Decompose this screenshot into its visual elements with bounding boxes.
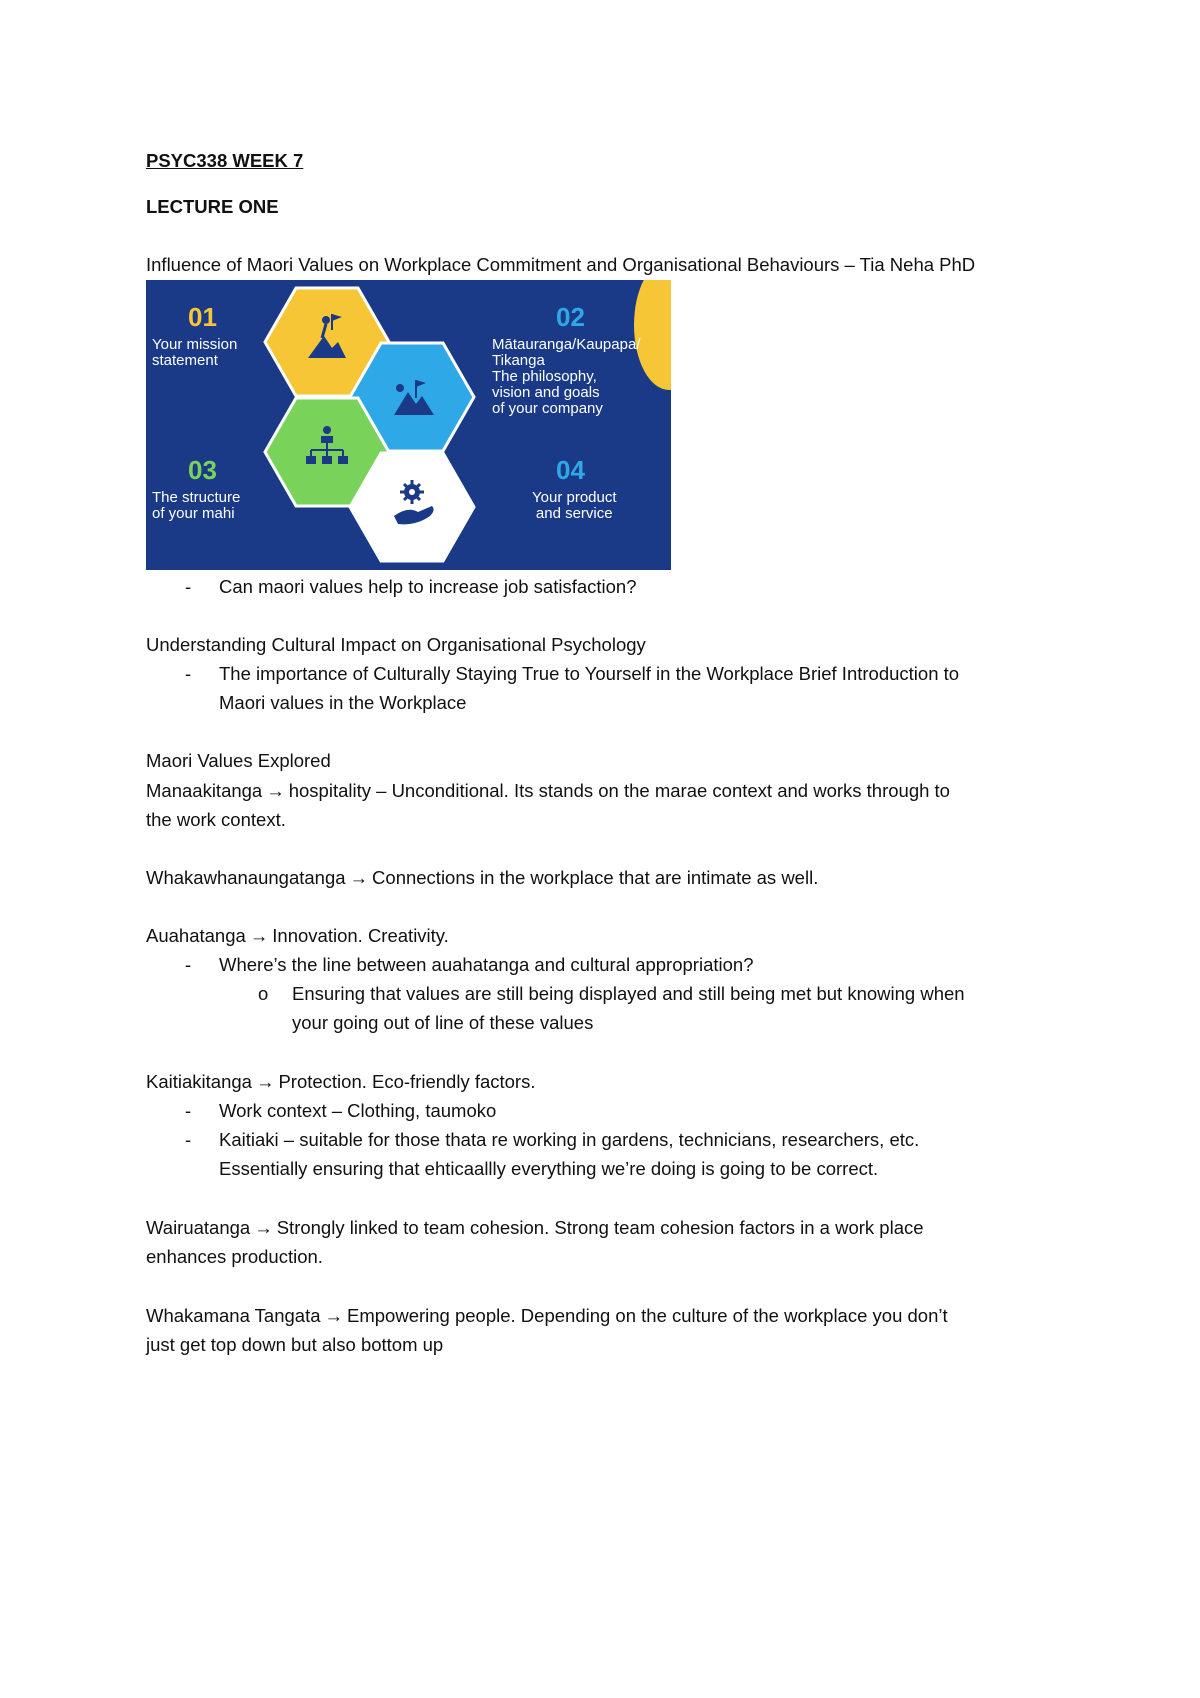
section-title-cultural-impact: Understanding Cultural Impact on Organisational Psychology: [146, 634, 646, 655]
value-whakamana-tangata: Whakamana Tangata → Empowering people. Depending on the culture of the workplace you don’t: [146, 1301, 948, 1330]
bullet-dash: -: [185, 1129, 192, 1150]
value-wairuatanga-cont: enhances production.: [146, 1246, 323, 1267]
arrow-icon: →: [255, 1071, 275, 1092]
item-text-02: Mātauranga/Kaupapa/ Tikanga The philosophy, vision and goals of your company: [492, 336, 641, 417]
value-whakawhanaungatanga: Whakawhanaungatanga → Connections in the workplace that are intimate as well.: [146, 863, 818, 892]
bullet-text: Where’s the line between auahatanga and cultural appropriation?: [219, 954, 754, 975]
arrow-icon: →: [266, 780, 285, 801]
item-number-01: 01: [188, 302, 217, 332]
value-manaakitanga-cont: the work context.: [146, 809, 286, 830]
value-manaakitanga: Manaakitanga → hospitality – Unconditional. Its stands on the marae context and works through to: [146, 776, 950, 805]
item-text-01: Your mission statement: [152, 336, 238, 369]
bullet-text: Maori values in the Workplace: [219, 692, 467, 713]
question-satisfaction: Can maori values help to increase job satisfaction?: [219, 576, 637, 597]
lecture-title: Influence of Maori Values on Workplace Commitment and Organisational Behaviours – Tia Neha PhD: [146, 254, 976, 275]
bullet-dash: -: [185, 1100, 192, 1121]
arrow-icon: →: [249, 925, 269, 946]
bullet-text: Work context – Clothing, taumoko: [219, 1100, 497, 1121]
bullet-text: Kaitiaki – suitable for those thata re working in gardens, technicians, researchers, etc.: [219, 1129, 920, 1150]
item-number-02: 02: [556, 302, 585, 332]
bullet-dash: -: [185, 576, 192, 597]
value-wairuatanga: Wairuatanga → Strongly linked to team cohesion. Strong team cohesion factors in a work place: [146, 1213, 924, 1242]
arrow-icon: →: [254, 1217, 273, 1238]
section-title-values-explored: Maori Values Explored: [146, 750, 331, 771]
item-number-04: 04: [556, 455, 585, 485]
infographic: [146, 280, 671, 570]
item-text-04: Your product and service: [532, 489, 617, 522]
arrow-icon: →: [324, 1305, 343, 1326]
bullet-dash: -: [185, 663, 192, 684]
sub-bullet-text: your going out of line of these values: [292, 1012, 594, 1033]
document-heading: PSYC338 WEEK 7: [146, 150, 304, 171]
hexagon-cluster: [146, 280, 671, 570]
bullet-dash: -: [185, 954, 192, 975]
sub-bullet-text: Ensuring that values are still being displayed and still being met but knowing when: [292, 983, 965, 1004]
value-kaitiakitanga: Kaitiakitanga → Protection. Eco-friendly factors.: [146, 1067, 536, 1096]
bullet-text: Essentially ensuring that ehticaallly everything we’re doing is going to be correct.: [219, 1158, 879, 1179]
item-text-03: The structure of your mahi: [152, 489, 241, 522]
sub-bullet: o: [258, 983, 269, 1004]
bullet-text: The importance of Culturally Staying True to Yourself in the Workplace Brief Introduction to: [219, 663, 960, 684]
lecture-subheading: LECTURE ONE: [146, 196, 279, 217]
arrow-icon: →: [349, 867, 369, 888]
value-auahatanga: Auahatanga → Innovation. Creativity.: [146, 921, 449, 950]
item-number-03: 03: [188, 455, 217, 485]
value-whakamana-tangata-cont: just get top down but also bottom up: [146, 1334, 444, 1355]
